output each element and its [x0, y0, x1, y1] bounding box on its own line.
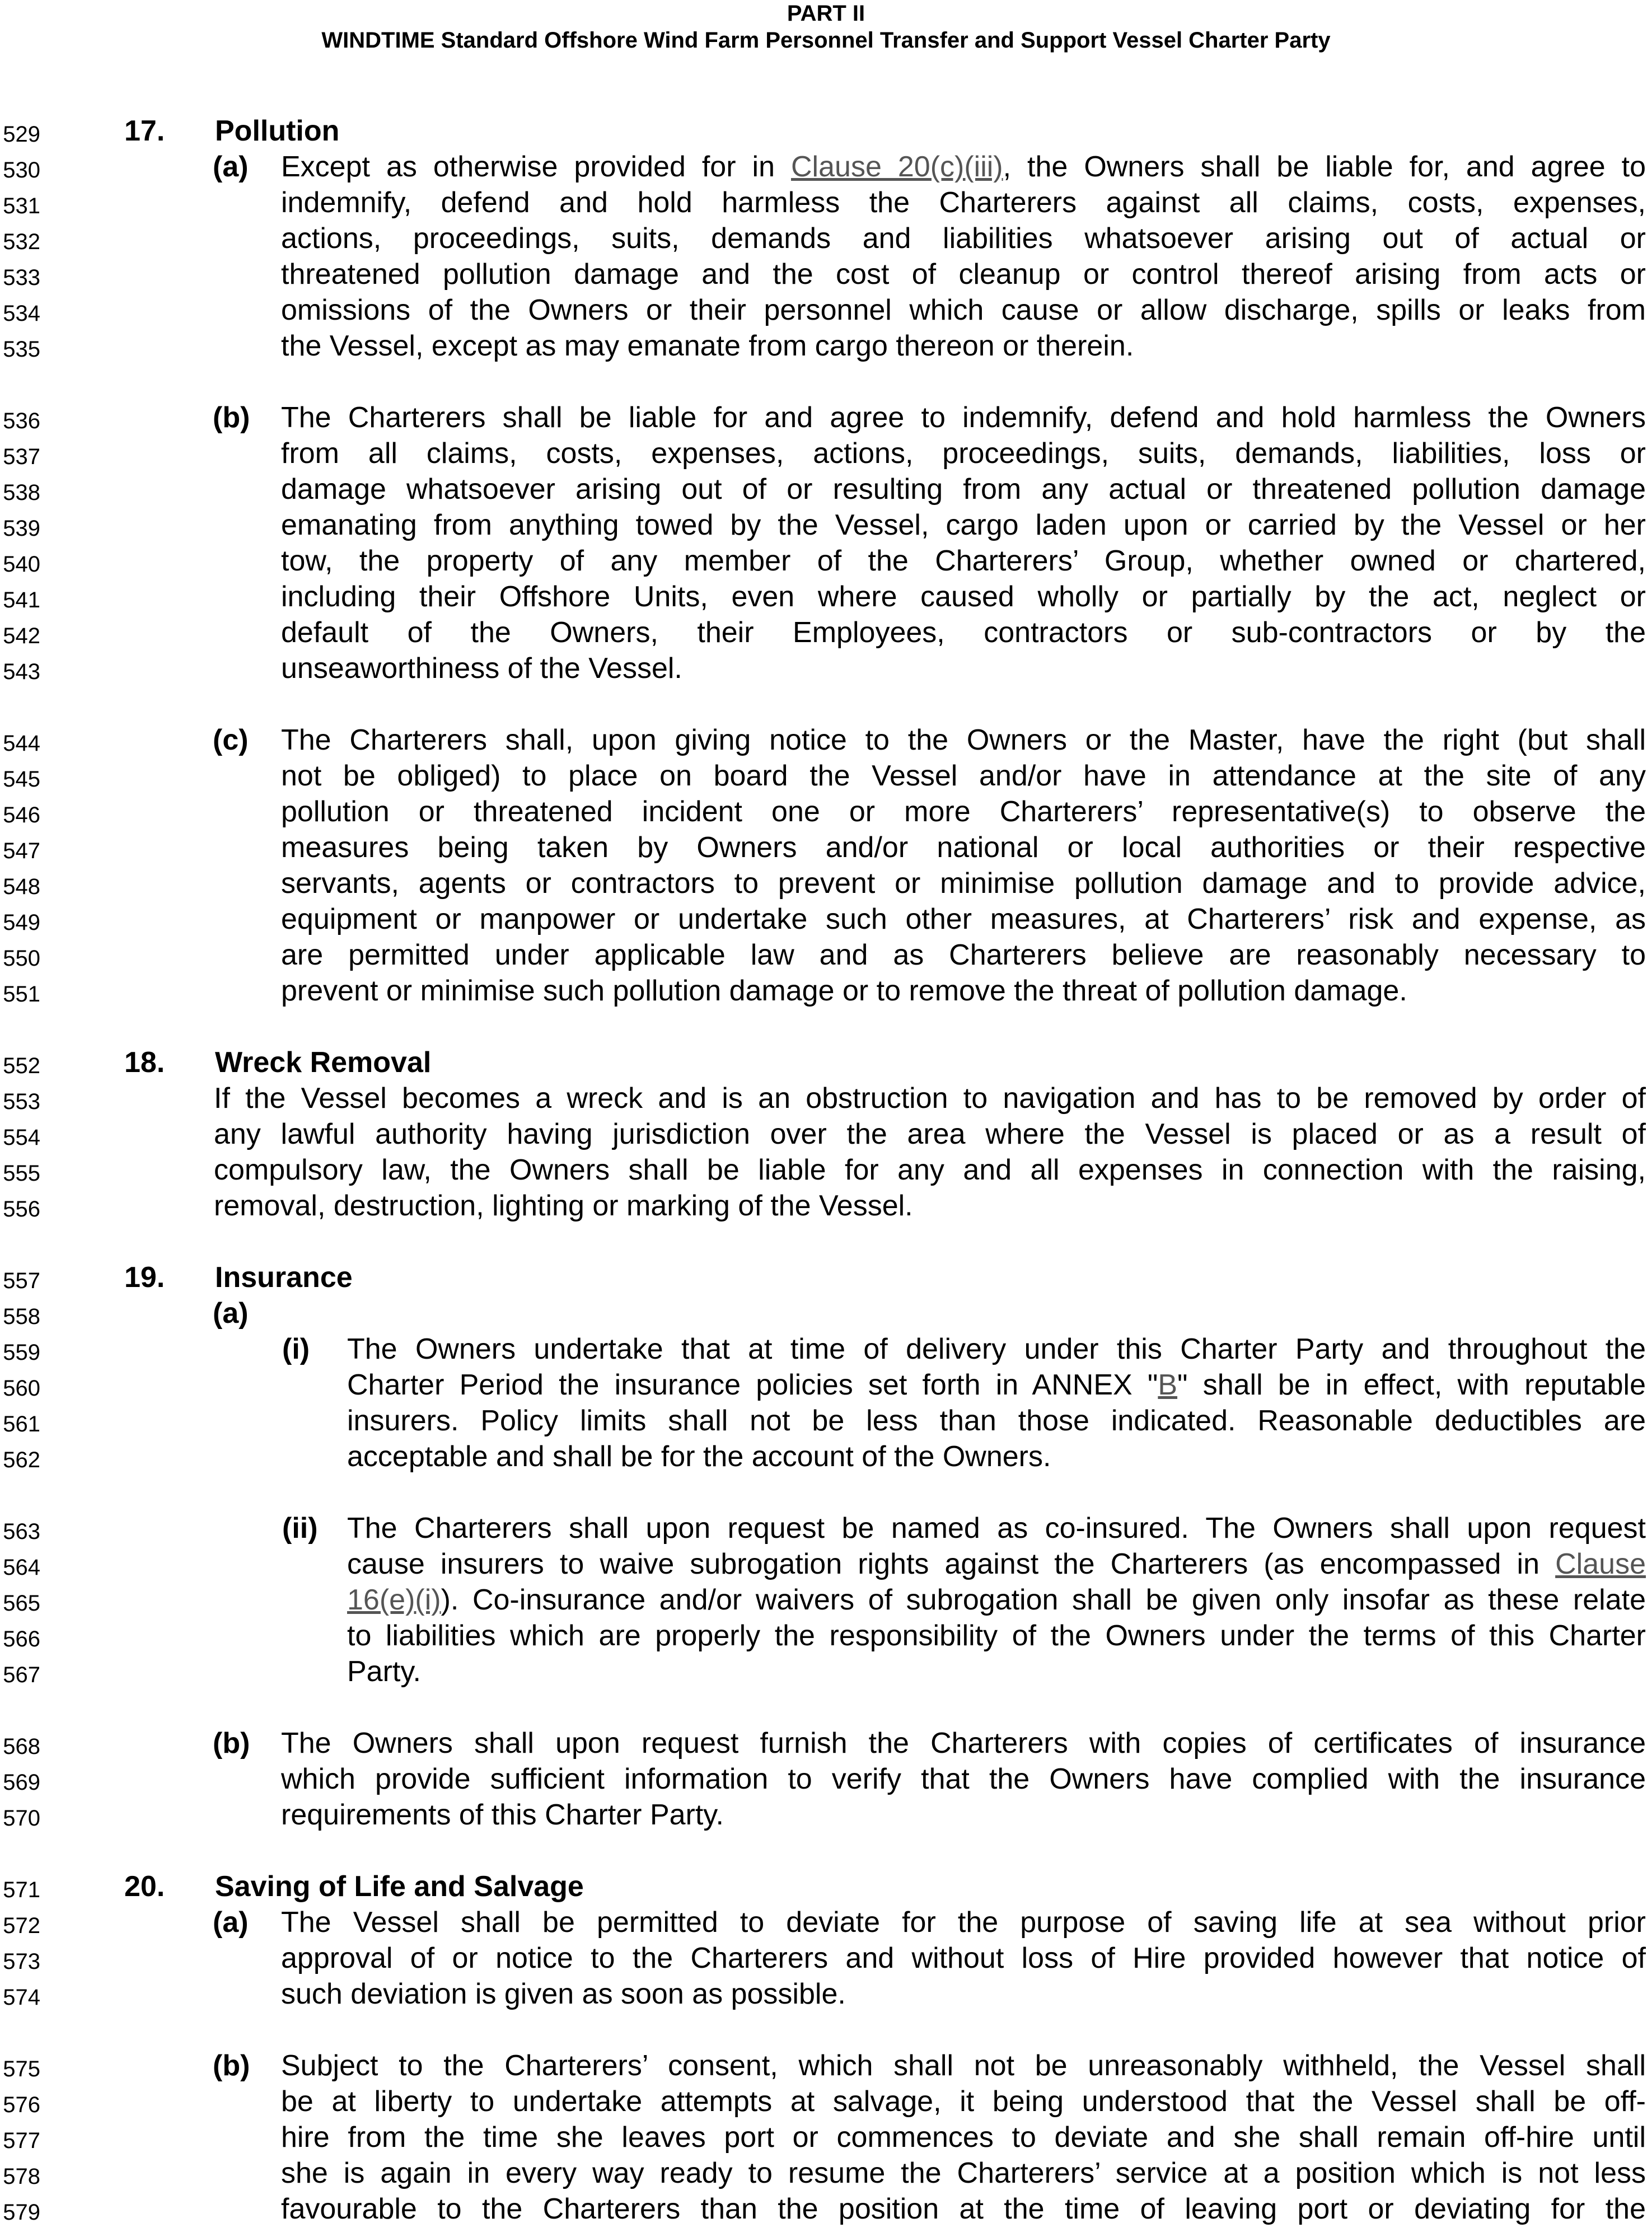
clause-text-line: The Charterers shall, upon giving notice to the Owners or the Master, have the right (but shall — [281, 724, 1646, 756]
clause-text-line: insurers. Policy limits shall not be less than those indicated. Reasonable deductibles are — [347, 1405, 1646, 1437]
clause-title: Pollution — [215, 115, 340, 147]
line-number: 575 — [3, 2057, 40, 2081]
clause-number: 20. — [124, 1870, 165, 1903]
line-number: 535 — [3, 337, 40, 362]
clause-text-line: actions, proceedings, suits, demands and liabilities whatsoever arising out of actual or — [281, 222, 1646, 255]
clause-title: Wreck Removal — [215, 1046, 432, 1079]
line-number: 544 — [3, 731, 40, 756]
clause-number: 17. — [124, 115, 165, 147]
subclause-label: (b) — [213, 2049, 250, 2082]
subclause-label: (a) — [213, 1906, 249, 1939]
clause-reference-link[interactable]: Clause 20(c)(iii) — [791, 151, 1003, 183]
line-number: 562 — [3, 1448, 40, 1472]
clause-text-line: not be obliged) to place on board the Vessel and/or have in attendance at the site of any — [281, 760, 1646, 792]
line-number: 577 — [3, 2128, 40, 2153]
clause-text-line: emanating from anything towed by the Vessel, cargo laden upon or carried by the Vessel or her — [281, 509, 1646, 541]
clause-text-line: requirements of this Charter Party. — [281, 1799, 724, 1831]
line-number: 537 — [3, 444, 40, 469]
clause-text-line: threatened pollution damage and the cost of cleanup or control thereof arising from acts or — [281, 258, 1646, 291]
clause-text-line: she is again in every way ready to resume the Charterers’ service at a position which is not less — [281, 2157, 1646, 2189]
line-number: 556 — [3, 1197, 40, 1222]
clause-text-line: measures being taken by Owners and/or national or local authorities or their respective — [281, 831, 1646, 864]
clause-text-line: omissions of the Owners or their personnel which cause or allow discharge, spills or leaks from — [281, 294, 1646, 326]
subclause-label: (b) — [213, 1727, 250, 1759]
clause-text-line: to liabilities which are properly the responsibility of the Owners under the terms of this Charter — [347, 1620, 1646, 1652]
line-number: 532 — [3, 230, 40, 254]
line-number: 529 — [3, 122, 40, 147]
annex-reference-link[interactable]: B — [1158, 1369, 1178, 1401]
clause-text-line: The Charterers shall be liable for and agree to indemnify, defend and hold harmless the Owners — [281, 401, 1646, 434]
line-number: 546 — [3, 803, 40, 827]
line-number: 554 — [3, 1125, 40, 1150]
line-number: 560 — [3, 1376, 40, 1401]
line-number: 555 — [3, 1161, 40, 1186]
line-number: 570 — [3, 1806, 40, 1831]
line-number: 578 — [3, 2164, 40, 2189]
part-label: PART II — [787, 1, 865, 26]
line-number: 563 — [3, 1519, 40, 1544]
subclause-label: (i) — [282, 1333, 310, 1365]
clause-text-line: Except as otherwise provided for in Clause 20(c)(iii), the Owners shall be liable for, and agree to — [281, 151, 1646, 183]
clause-text-line: such deviation is given as soon as possible. — [281, 1978, 846, 2010]
line-number: 540 — [3, 552, 40, 577]
clause-text-line: equipment or manpower or undertake such other measures, at Charterers’ risk and expense, as — [281, 903, 1646, 935]
line-number: 571 — [3, 1878, 40, 1902]
line-number: 551 — [3, 982, 40, 1007]
clause-text-line: damage whatsoever arising out of or resulting from any actual or threatened pollution damage — [281, 473, 1646, 506]
line-number: 548 — [3, 874, 40, 899]
clause-text-line: servants, agents or contractors to prevent or minimise pollution damage and to provide advice, — [281, 867, 1646, 900]
line-number: 557 — [3, 1269, 40, 1293]
line-number: 538 — [3, 480, 40, 505]
line-number: 573 — [3, 1949, 40, 1974]
clause-text-line: The Charterers shall upon request be named as co-insured. The Owners shall upon request — [347, 1512, 1646, 1545]
clause-text-line: unseaworthiness of the Vessel. — [281, 652, 682, 685]
clause-text-line: The Vessel shall be permitted to deviate for the purpose of saving life at sea without prior — [281, 1906, 1646, 1939]
clause-text-line: the Vessel, except as may emanate from cargo thereon or therein. — [281, 330, 1134, 362]
clause-text-line: cause insurers to waive subrogation rights against the Charterers (as encompassed in Clause — [347, 1548, 1646, 1580]
clause-text-line: favourable to the Charterers than the position at the time of leaving port or deviating for the — [281, 2193, 1646, 2225]
clause-text-line: removal, destruction, lighting or marking of the Vessel. — [214, 1190, 913, 1222]
clause-text-line: including their Offshore Units, even where caused wholly or partially by the act, neglect or — [281, 581, 1646, 613]
clause-number: 18. — [124, 1046, 165, 1079]
line-number: 565 — [3, 1591, 40, 1616]
line-number: 545 — [3, 767, 40, 792]
clause-number: 19. — [124, 1261, 165, 1294]
line-number: 549 — [3, 910, 40, 935]
line-number: 552 — [3, 1054, 40, 1078]
line-number: 542 — [3, 624, 40, 648]
line-number: 550 — [3, 946, 40, 971]
clause-text-line: any lawful authority having jurisdiction over the area where the Vessel is placed or as a result of — [214, 1118, 1646, 1150]
document-title: WINDTIME Standard Offshore Wind Farm Personnel Transfer and Support Vessel Charter Party — [321, 28, 1331, 53]
clause-text-line: prevent or minimise such pollution damage or to remove the threat of pollution damage. — [281, 975, 1407, 1007]
line-number: 576 — [3, 2093, 40, 2117]
clause-text-line: tow, the property of any member of the Charterers’ Group, whether owned or chartered, — [281, 545, 1646, 577]
clause-text-line: Subject to the Charterers’ consent, which shall not be unreasonably withheld, the Vessel shall — [281, 2049, 1646, 2082]
line-number: 568 — [3, 1734, 40, 1759]
clause-text-line: are permitted under applicable law and as Charterers believe are reasonably necessary to — [281, 939, 1646, 971]
clause-text-line: If the Vessel becomes a wreck and is an obstruction to navigation and has to be removed by order of — [214, 1082, 1646, 1115]
clause-reference-link[interactable]: 16(e)(i) — [347, 1584, 441, 1616]
clause-text-line: Party. — [347, 1655, 421, 1688]
line-number: 567 — [3, 1663, 40, 1687]
clause-text-line: The Owners shall upon request furnish the Charterers with copies of certificates of insurance — [281, 1727, 1646, 1759]
line-number: 534 — [3, 301, 40, 326]
line-number: 559 — [3, 1340, 40, 1365]
line-number: 541 — [3, 588, 40, 612]
line-number: 531 — [3, 194, 40, 218]
clause-text-line: acceptable and shall be for the account of the Owners. — [347, 1440, 1051, 1473]
line-number: 574 — [3, 1985, 40, 2010]
line-number: 530 — [3, 158, 40, 182]
clause-text-line: indemnify, defend and hold harmless the Charterers against all claims, costs, expenses, — [281, 186, 1646, 219]
clause-text-line: The Owners undertake that at time of delivery under this Charter Party and throughout the — [347, 1333, 1646, 1365]
subclause-label: (a) — [213, 1297, 249, 1330]
line-number: 572 — [3, 1913, 40, 1938]
line-number: 564 — [3, 1555, 40, 1580]
clause-text-line: from all claims, costs, expenses, actions, proceedings, suits, demands, liabilities, loss or — [281, 437, 1646, 470]
line-number: 569 — [3, 1770, 40, 1795]
line-number: 561 — [3, 1412, 40, 1436]
line-number: 566 — [3, 1627, 40, 1651]
subclause-label: (c) — [213, 724, 249, 756]
subclause-label: (b) — [213, 401, 250, 434]
line-number: 553 — [3, 1089, 40, 1114]
subclause-label: (a) — [213, 151, 249, 183]
line-number: 543 — [3, 659, 40, 684]
line-number: 579 — [3, 2200, 40, 2225]
clause-text-line: Charter Period the insurance policies set forth in ANNEX "B" shall be in effect, with reputable — [347, 1369, 1646, 1401]
clause-title: Insurance — [215, 1261, 353, 1294]
clause-reference-link[interactable]: Clause — [1555, 1548, 1646, 1580]
line-number: 539 — [3, 516, 40, 541]
clause-text-line: which provide sufficient information to verify that the Owners have complied with the insurance — [281, 1763, 1646, 1795]
clause-text-line: pollution or threatened incident one or more Charterers’ representative(s) to observe the — [281, 795, 1646, 828]
clause-title: Saving of Life and Salvage — [215, 1870, 584, 1903]
clause-text-line: 16(e)(i)). Co-insurance and/or waivers of subrogation shall be given only insofar as these relate — [347, 1584, 1646, 1616]
clause-text-line: default of the Owners, their Employees, contractors or sub-contractors or by the — [281, 616, 1646, 649]
line-number: 533 — [3, 265, 40, 290]
clause-text-line: hire from the time she leaves port or commences to deviate and she shall remain off-hire until — [281, 2121, 1646, 2154]
clause-text-line: approval of or notice to the Charterers and without loss of Hire provided however that notice of — [281, 1942, 1646, 1974]
clause-text-line: compulsory law, the Owners shall be liable for any and all expenses in connection with the raising, — [214, 1154, 1646, 1186]
line-number: 558 — [3, 1304, 40, 1329]
subclause-label: (ii) — [282, 1512, 318, 1545]
clause-text-line: be at liberty to undertake attempts at salvage, it being understood that the Vessel shall be off- — [281, 2085, 1646, 2118]
line-number: 547 — [3, 839, 40, 863]
line-number: 536 — [3, 409, 40, 433]
